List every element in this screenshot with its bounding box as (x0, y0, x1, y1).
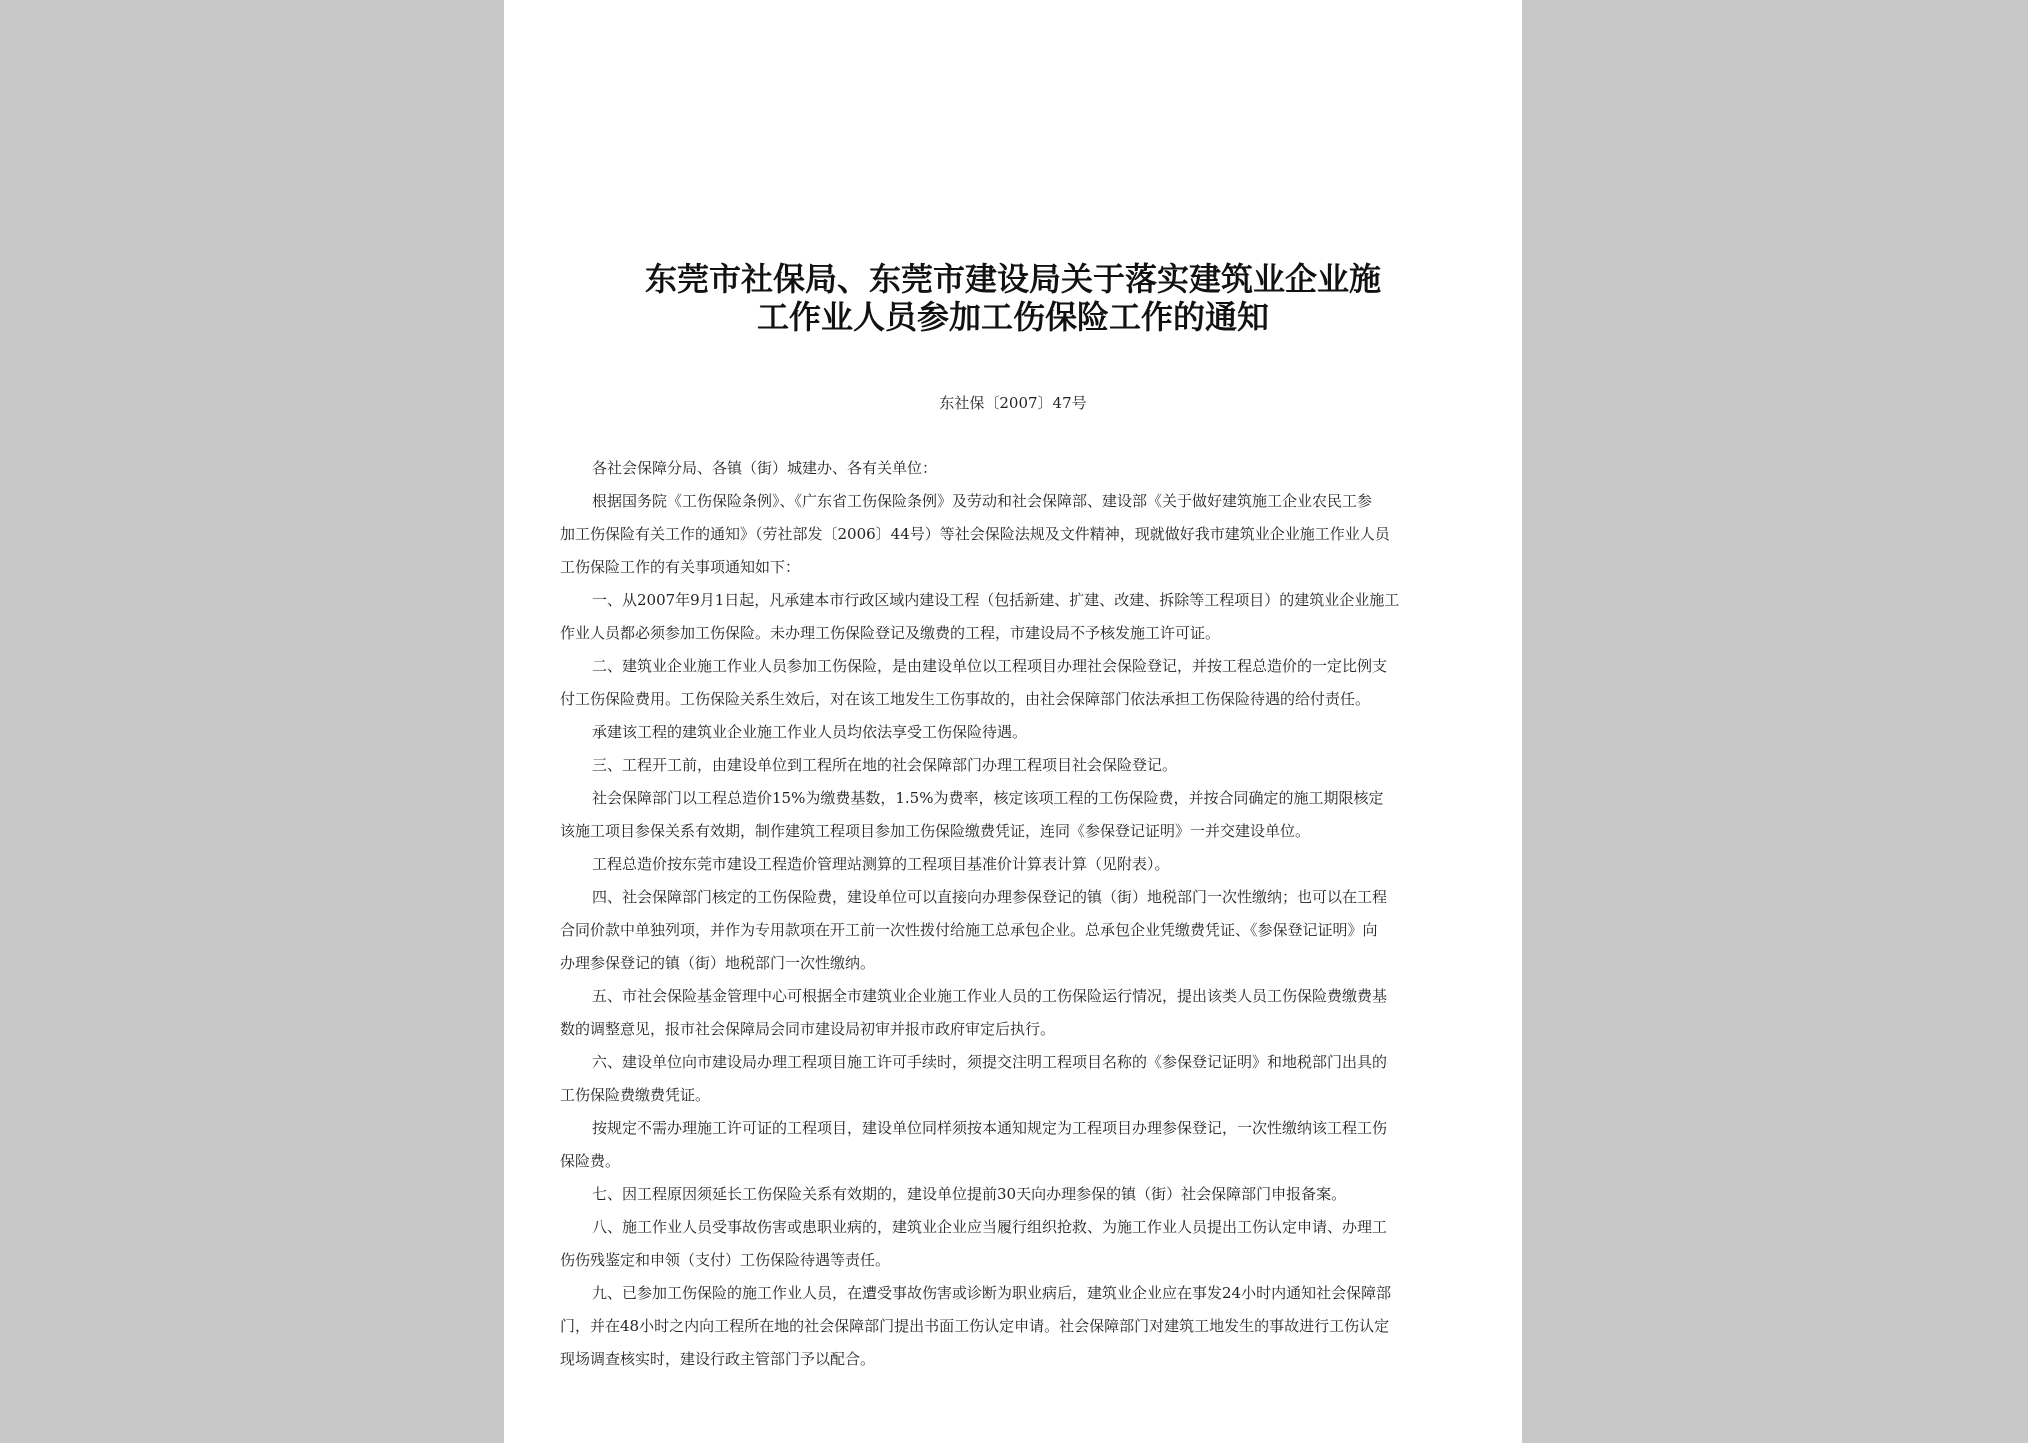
body-line: 三、工程开工前，由建设单位到工程所在地的社会保障部门办理工程项目社会保险登记。 (592, 756, 1178, 774)
title-line-2: 工作业人员参加工伤保险工作的通知 (756, 298, 1269, 336)
document-body (560, 452, 1470, 1376)
body-line: 按规定不需办理施工许可证的工程项目，建设单位同样须按本通知规定为工程项目办理参保登记，一次性缴纳该工程工伤 (592, 1119, 1388, 1137)
body-line: 一、从2007年9月1日起，凡承建本市行政区域内建设工程（包括新建、扩建、改建、拆除等工程项目）的建筑业企业施工 (592, 591, 1400, 609)
body-line: 工伤保险工作的有关事项通知如下： (560, 558, 801, 576)
body-line: 工伤保险费缴费凭证。 (560, 1086, 711, 1104)
body-line: 工程总造价按东莞市建设工程造价管理站测算的工程项目基准价计算表计算（见附表）。 (592, 855, 1170, 873)
body-line: 该施工项目参保关系有效期，制作建筑工程项目参加工伤保险缴费凭证，连同《参保登记证明》一并交建设单位。 (560, 822, 1311, 840)
body-line: 现场调查核实时，建设行政主管部门予以配合。 (560, 1350, 876, 1368)
body-line: 五、市社会保险基金管理中心可根据全市建筑业企业施工作业人员的工伤保险运行情况，提出该类人员工伤保险费缴费基 (592, 987, 1388, 1005)
body-line: 八、施工作业人员受事故伤害或患职业病的，建筑业企业应当履行组织抢救、为施工作业人员提出工伤认定申请、办理工 (592, 1218, 1388, 1236)
body-line: 九、已参加工伤保险的施工作业人员，在遭受事故伤害或诊断为职业病后，建筑业企业应在事发24小时内通知社会保障部 (592, 1284, 1392, 1302)
body-line: 二、建筑业企业施工作业人员参加工伤保险，是由建设单位以工程项目办理社会保险登记，并按工程总造价的一定比例支 (592, 657, 1388, 675)
body-line: 作业人员都必须参加工伤保险。未办理工伤保险登记及缴费的工程，市建设局不予核发施工许可证。 (560, 624, 1221, 642)
document-page (504, 0, 1522, 1443)
body-line: 门，并在48小时之内向工程所在地的社会保障部门提出书面工伤认定申请。社会保障部门对建筑工地发生的事故进行工伤认定 (560, 1317, 1390, 1335)
body-line: 社会保障部门以工程总造价15%为缴费基数，1.5%为费率，核定该项工程的工伤保险费，并按合同确定的施工期限核定 (592, 789, 1384, 807)
document-title (504, 260, 1522, 336)
body-line: 加工伤保险有关工作的通知》（劳社部发〔2006〕44号）等社会保险法规及文件精神，现就做好我市建筑业企业施工作业人员 (560, 525, 1390, 543)
body-line: 数的调整意见，报市社会保障局会同市建设局初审并报市政府审定后执行。 (560, 1020, 1056, 1038)
body-line: 付工伤保险费用。工伤保险关系生效后，对在该工地发生工伤事故的，由社会保障部门依法承担工伤保险待遇的给付责任。 (560, 690, 1371, 708)
body-line: 七、因工程原因须延长工伤保险关系有效期的，建设单位提前30天向办理参保的镇（街）社会保障部门申报备案。 (592, 1185, 1347, 1203)
body-line: 办理参保登记的镇（街）地税部门一次性缴纳。 (560, 954, 876, 972)
salutation-line: 各社会保障分局、各镇（街）城建办、各有关单位： (592, 459, 938, 477)
body-line: 承建该工程的建筑业企业施工作业人员均依法享受工伤保险待遇。 (592, 723, 1028, 741)
document-number: 东社保〔2007〕47号 (939, 394, 1087, 412)
body-line: 四、社会保障部门核定的工伤保险费，建设单位可以直接向办理参保登记的镇（街）地税部门一次性缴纳；也可以在工程 (592, 888, 1388, 906)
body-line: 保险费。 (560, 1152, 621, 1170)
body-line: 合同价款中单独列项，并作为专用款项在开工前一次性拨付给施工总承包企业。总承包企业凭缴费凭证、《参保登记证明》向 (560, 921, 1378, 939)
body-line: 根据国务院《工伤保险条例》、《广东省工伤保险条例》及劳动和社会保障部、建设部《关于做好建筑施工企业农民工参 (592, 492, 1373, 510)
body-line: 六、建设单位向市建设局办理工程项目施工许可手续时，须提交注明工程项目名称的《参保登记证明》和地税部门出具的 (592, 1053, 1388, 1071)
body-line: 伤伤残鉴定和申领（支付）工伤保险待遇等责任。 (560, 1251, 891, 1269)
title-line-1: 东莞市社保局、东莞市建设局关于落实建筑业企业施 (644, 260, 1381, 298)
